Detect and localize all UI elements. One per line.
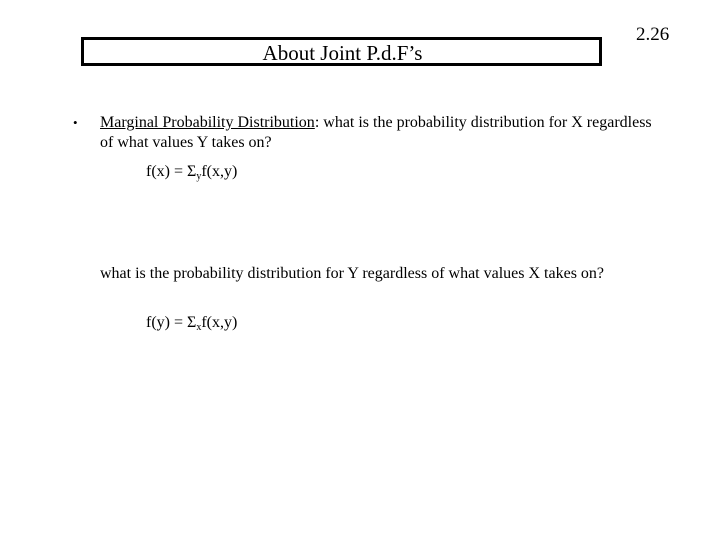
slide-number: 2.26	[636, 24, 670, 45]
sigma-symbol: Σ	[187, 163, 197, 180]
marginal-x-question: : what is the probability distribution for X regardless of what values Y takes on?	[100, 114, 652, 151]
formula-y-rhs: f(x,y)	[201, 314, 238, 331]
sigma-subscript: x	[196, 322, 202, 333]
marginal-x-paragraph	[100, 113, 660, 153]
formula-marginal-y	[146, 313, 237, 333]
marginal-distribution-term: Marginal Probability Distribution	[100, 114, 315, 131]
formula-marginal-x	[146, 162, 237, 182]
slide-title-box	[81, 37, 602, 66]
formula-x-lhs: f(x) =	[146, 163, 188, 180]
bullet-marker: •	[73, 115, 78, 130]
formula-x-rhs: f(x,y)	[201, 163, 238, 180]
sigma-symbol: Σ	[187, 314, 197, 331]
slide-title: About Joint P.d.F’s	[262, 41, 423, 65]
sigma-subscript: y	[196, 171, 202, 182]
marginal-y-paragraph: what is the probability distribution for Y regardless of what values X takes on?	[100, 265, 605, 282]
formula-y-lhs: f(y) =	[146, 314, 188, 331]
